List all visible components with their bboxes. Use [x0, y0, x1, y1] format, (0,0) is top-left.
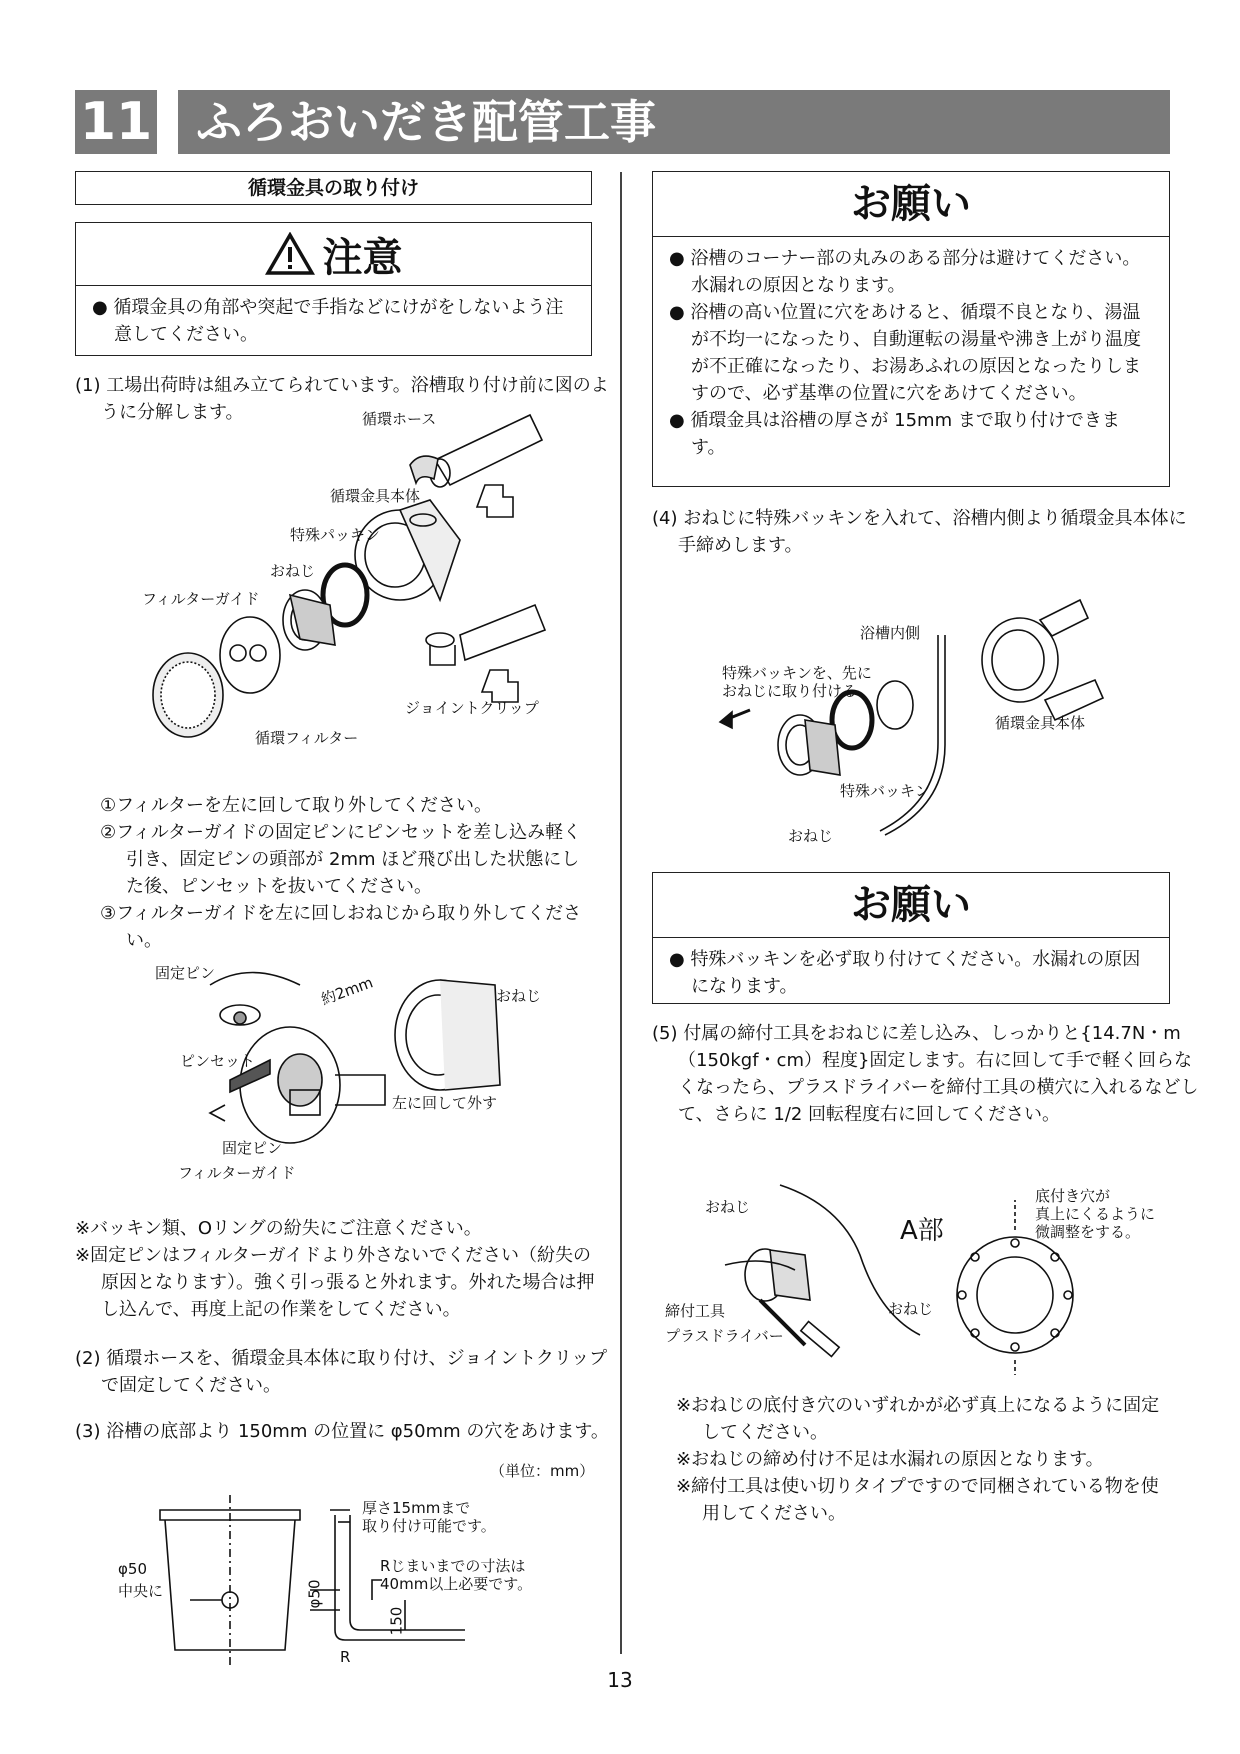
label-clip: ジョイントクリップ	[405, 699, 539, 717]
label-thickness-1: 厚さ15mmまで	[362, 1499, 471, 1517]
label-hose: 循環ホース	[362, 410, 437, 428]
label-hole-2: 真上にくるように	[1035, 1205, 1156, 1223]
request-box-2	[652, 872, 1170, 1004]
warning-icon	[265, 232, 315, 276]
label-fit-1: 特殊バッキンを、先に	[722, 664, 872, 682]
label-inside: 浴槽内側	[860, 624, 921, 642]
note-1: ※バッキン類、Oリングの紛失にご注意ください。	[75, 1218, 482, 1239]
label-body: 循環金具本体	[330, 487, 421, 505]
note-5: ※締付工具は使い切りタイプですので同梱されている物を使用してください。	[676, 1476, 1159, 1524]
label-nut-2: おねじ	[496, 987, 542, 1005]
label-turn-left: 左に回して外す	[392, 1094, 498, 1112]
caution-box	[75, 222, 592, 356]
label-nut-5b: おねじ	[888, 1300, 934, 1318]
label-guide: フィルターガイド	[142, 590, 260, 608]
label-hole-1: 底付き穴が	[1035, 1187, 1111, 1205]
request-bullets-1	[653, 237, 1169, 461]
label-phi50: φ50	[118, 1560, 147, 1578]
page-number: 13	[607, 1668, 633, 1692]
step-3-text: (3) 浴槽の底部より 150mm の位置に φ50mm の穴をあけます。	[75, 1421, 609, 1442]
note-2: ※固定ピンはフィルターガイドより外さないでください（紛失の原因となります）。強く引っ張ると外れます。外れた場合は押し込んで、再度上記の作業をしてください。	[75, 1245, 595, 1320]
label-r-1: Rじまいまでの寸法は	[380, 1557, 526, 1575]
right-notes	[676, 1392, 1174, 1527]
note-4: ※おねじの締め付け不足は水漏れの原因となります。	[676, 1449, 1104, 1470]
step-2-text: (2) 循環ホースを、循環金具本体に取り付け、ジョイントクリップで固定してください。	[75, 1348, 608, 1396]
request-title-2: お願い	[653, 873, 1169, 938]
step-5-text: (5) 付属の締付工具をおねじに差し込み、しっかりと{14.7N・m（150kgf・cm）程度}固定します。右に回して手で軽く回らなくなったら、プラスドライバーを締付工具の横穴に入れるなどして、さらに 1/2 回転程度右に回してください。	[652, 1023, 1199, 1125]
caution-header	[76, 223, 591, 286]
step-1-text: (1) 工場出荷時は組み立てられています。浴槽取り付け前に図のように分解します。	[75, 375, 609, 423]
request-bullet: ● 浴槽のコーナー部の丸みのある部分は避けてください。水漏れの原因となります。	[669, 248, 1141, 296]
label-2mm: 約2mm	[318, 973, 376, 1009]
step-4-text: (4) おねじに特殊バッキンを入れて、浴槽内側より循環金具本体に手締めします。	[652, 508, 1187, 556]
unit-label: （単位：mm）	[490, 1462, 595, 1480]
label-pin-2: 固定ピン	[222, 1139, 283, 1157]
substep-list	[100, 792, 597, 954]
label-packing: 特殊パッキン	[290, 526, 380, 544]
substep-1: ①フィルターを左に回して取り外してください。	[100, 795, 492, 816]
request-box-1	[652, 171, 1170, 487]
label-thickness-2: 取り付け可能です。	[362, 1517, 496, 1535]
label-nut: おねじ	[270, 562, 316, 580]
left-notes	[75, 1215, 597, 1323]
caution-bullet: ● 循環金具の角部や突起で手指などにけがをしないよう注意してください。	[92, 297, 564, 345]
label-tool: 締付工具	[665, 1302, 726, 1320]
label-a-part: A部	[900, 1216, 944, 1246]
label-fit-2: おねじに取り付ける	[722, 682, 858, 700]
section-number: 11	[75, 90, 157, 154]
substep-2: ②フィルターガイドの固定ピンにピンセットを差し込み軽く引き、固定ピンの頭部が 2mm ほど飛び出した状態にした後、ピンセットを抜いてください。	[100, 822, 582, 897]
label-guide-2: フィルターガイド	[178, 1164, 296, 1182]
label-pin: 固定ピン	[155, 964, 216, 982]
request-bullet: ● 浴槽の高い位置に穴をあけると、循環不良となり、湯温が不均一になったり、自動運転の湯量や沸き上がり温度が不正確になったり、お湯あふれの原因となったりしますので、必ず基準の位置に穴をあけてください。	[669, 302, 1141, 404]
label-d50: φ50	[305, 1579, 324, 1609]
label-driver: プラスドライバー	[665, 1327, 784, 1345]
request-bullet-2: ● 特殊バッキンを必ず取り付けてください。水漏れの原因になります。	[669, 949, 1141, 997]
substep-3: ③フィルターガイドを左に回しおねじから取り外してください。	[100, 903, 582, 951]
label-nut-4: おねじ	[788, 827, 834, 845]
label-tweezers: ピンセット	[180, 1052, 256, 1070]
subsection-title: 循環金具の取り付け	[75, 171, 592, 205]
label-packing-4: 特殊バッキン	[840, 782, 930, 800]
note-3: ※おねじの底付き穴のいずれかが必ず真上になるように固定してください。	[676, 1395, 1160, 1443]
label-center: 中央に	[118, 1582, 164, 1600]
section-title: ふろおいだき配管工事	[178, 90, 1170, 154]
label-filter: 循環フィルター	[255, 729, 359, 747]
label-hole-3: 微調整をする。	[1035, 1223, 1141, 1241]
label-r: R	[340, 1648, 351, 1666]
label-body-4: 循環金具本体	[995, 714, 1086, 732]
packing-install-diagram	[700, 560, 1120, 850]
request-bullet: ● 循環金具は浴槽の厚さが 15mm まで取り付けできます。	[669, 410, 1120, 458]
request-title-1: お願い	[653, 172, 1169, 237]
label-nut-5: おねじ	[705, 1198, 751, 1216]
label-d150: 150	[387, 1606, 406, 1636]
label-r-2: 40mm以上必要です。	[380, 1575, 533, 1593]
caution-title: 注意	[322, 234, 403, 281]
